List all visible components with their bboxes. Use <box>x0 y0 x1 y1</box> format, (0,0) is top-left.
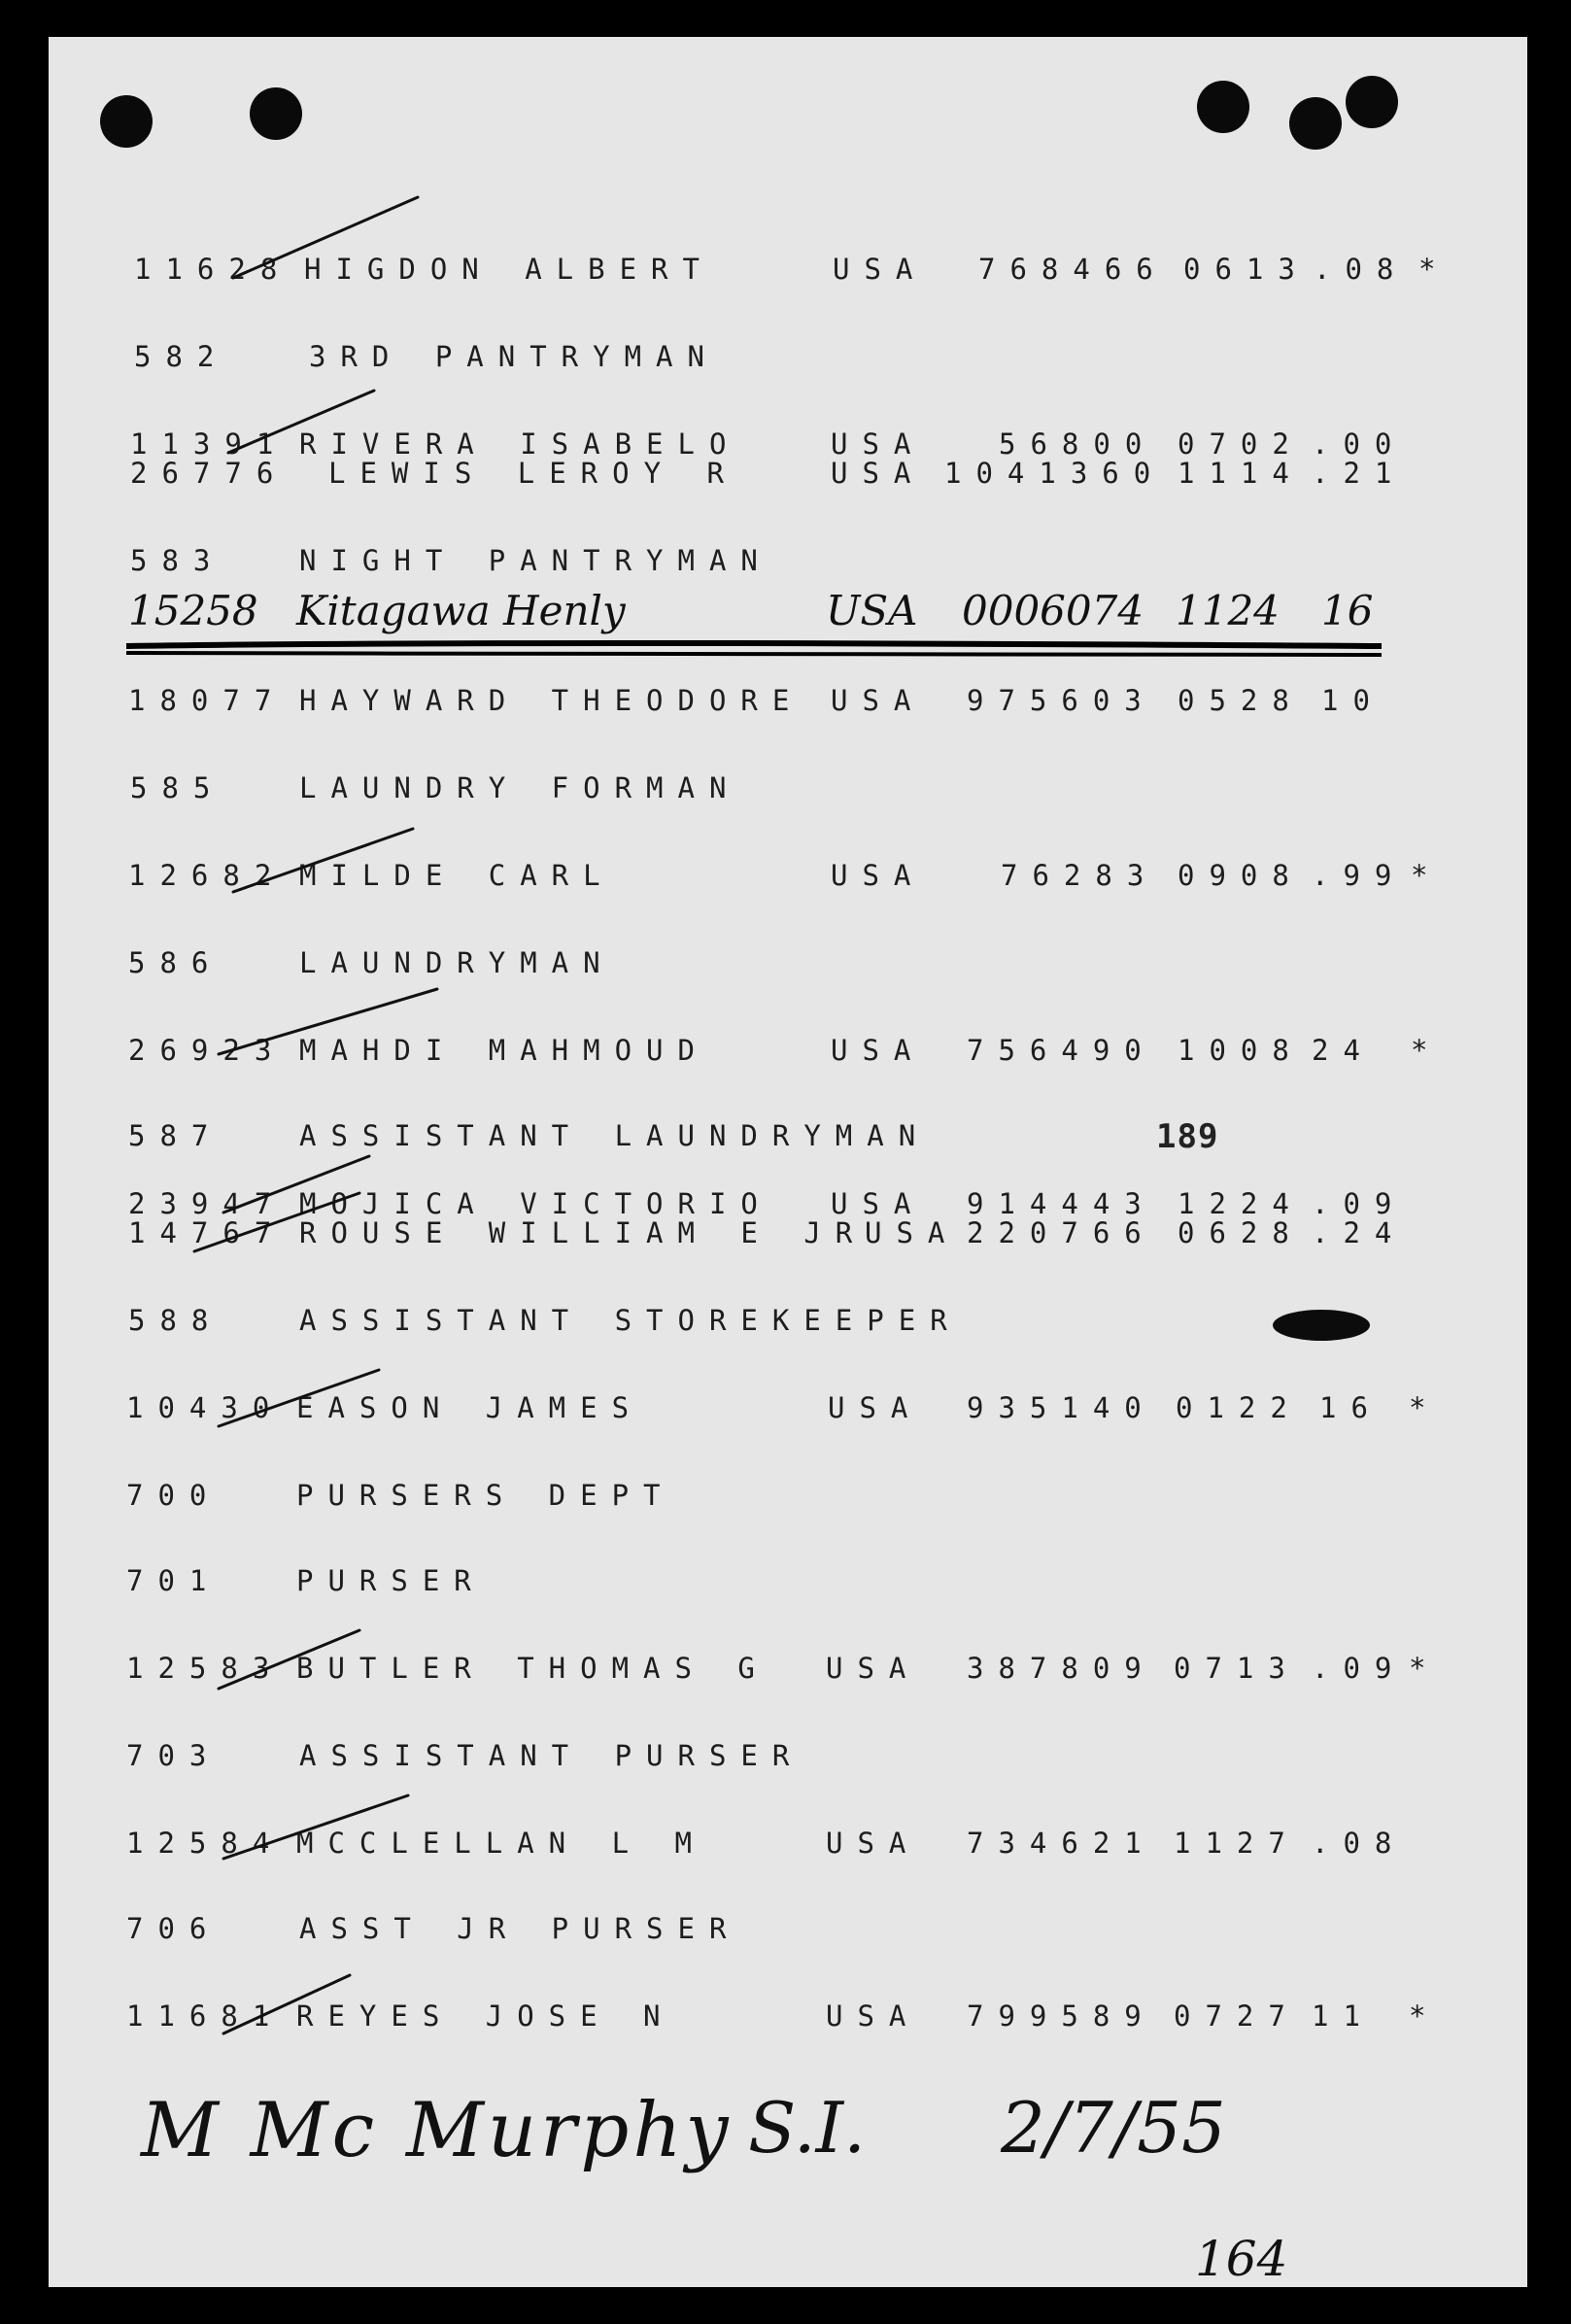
crew-name: MCCLELLAN L M <box>296 1827 706 1860</box>
section-code: 586 <box>128 946 223 979</box>
strike-through-line <box>126 643 1382 646</box>
crew-date: 0702 <box>1178 427 1304 461</box>
crew-book-number: 756490 <box>967 1034 1156 1067</box>
section-code: 585 <box>130 771 225 804</box>
section-code: 706 <box>126 1912 222 1945</box>
crew-date: 1224 <box>1178 1187 1304 1220</box>
crew-book-number: 935140 <box>967 1391 1156 1424</box>
section-code: 700 <box>126 1479 222 1512</box>
crew-extra: .09 <box>1312 1187 1407 1220</box>
crew-number: 14767 <box>128 1216 287 1249</box>
crew-number: 18077 <box>128 684 287 717</box>
document-page <box>49 37 1527 2287</box>
crew-nationality: USA <box>828 1391 923 1424</box>
asterisk-mark: * <box>1409 1391 1441 1424</box>
crew-book-number: 975603 <box>967 684 1156 717</box>
tick-mark <box>228 391 374 453</box>
crew-name: LEWIS LEROY R <box>328 457 738 490</box>
section-title: ASST JR PURSER <box>299 1912 741 1945</box>
asterisk-mark: * <box>1409 1999 1441 2033</box>
tick-mark <box>219 1630 359 1689</box>
crew-nationality: USA <box>865 1216 960 1249</box>
crew-date: 0528 <box>1178 684 1304 717</box>
handwritten-date: 1124 <box>1176 587 1280 634</box>
crew-name: REYES JOSE N <box>296 1999 675 2033</box>
pen-marks <box>49 37 1527 2287</box>
crew-book-number: 799589 <box>967 1999 1156 2033</box>
handwritten-crew-name: Kitagawa Henly <box>296 587 626 634</box>
section-title: ASSISTANT STOREKEEPER <box>299 1304 962 1337</box>
crew-number: 11628 <box>134 253 292 286</box>
asterisk-mark: * <box>1411 859 1443 892</box>
crew-number: 11391 <box>130 427 289 461</box>
crew-number: 12583 <box>126 1652 285 1685</box>
crew-extra: .00 <box>1312 427 1407 461</box>
crew-book-number: 1041360 <box>944 457 1166 490</box>
handwritten-extra: 16 <box>1321 587 1374 634</box>
signature-initials: S.I. <box>748 2087 866 2169</box>
crew-date: 0628 <box>1178 1216 1304 1249</box>
crew-name: HAYWARD THEODORE <box>299 684 804 717</box>
crew-book-number: 768466 <box>978 253 1168 286</box>
crew-name: MAHDI MAHMOUD <box>299 1034 709 1067</box>
asterisk-mark: * <box>1411 1034 1443 1067</box>
tick-mark <box>233 197 418 278</box>
section-code: 701 <box>126 1564 222 1597</box>
crew-extra: .08 <box>1314 253 1409 286</box>
signature-date: 2/7/55 <box>1001 2087 1226 2169</box>
crew-book-number: 387809 <box>967 1652 1156 1685</box>
crew-number: 12682 <box>128 859 287 892</box>
crew-extra: 11 <box>1312 1999 1375 2033</box>
asterisk-mark: * <box>1418 253 1451 286</box>
crew-name: HIGDON ALBERT <box>304 253 714 286</box>
section-title: 3RD PANTRYMAN <box>309 340 719 373</box>
handwritten-crew-number: 15258 <box>128 587 258 634</box>
tick-mark <box>219 989 437 1054</box>
crew-date: 0908 <box>1178 859 1304 892</box>
crew-book-number: 56800 <box>999 427 1157 461</box>
crew-name: MOJICA VICTORIO <box>299 1187 772 1220</box>
section-code: 583 <box>130 544 225 577</box>
tick-mark <box>223 1975 350 2034</box>
crew-number: 26923 <box>128 1034 287 1067</box>
tick-mark <box>223 1795 408 1859</box>
crew-date: 0122 <box>1176 1391 1302 1424</box>
section-title: ASSISTANT PURSER <box>299 1739 804 1772</box>
section-title: LAUNDRY FORMAN <box>299 771 741 804</box>
crew-name: BUTLER THOMAS G <box>296 1652 769 1685</box>
section-code: 703 <box>126 1739 222 1772</box>
crew-book-number: 220766 <box>967 1216 1156 1249</box>
crew-name: ROUSE WILLIAM E JR <box>299 1216 868 1249</box>
section-code: 587 <box>128 1119 223 1152</box>
crew-extra: .09 <box>1312 1652 1407 1685</box>
crew-number: 11681 <box>126 1999 285 2033</box>
crew-nationality: USA <box>831 684 926 717</box>
crew-extra: .99 <box>1312 859 1407 892</box>
crew-nationality: USA <box>826 1652 921 1685</box>
tick-mark <box>219 1370 379 1426</box>
crew-nationality: USA <box>826 1999 921 2033</box>
crew-number: 10430 <box>126 1391 285 1424</box>
crew-nationality: USA <box>826 1827 921 1860</box>
ink-blot <box>1273 1310 1370 1341</box>
page-number: 164 <box>1195 2231 1288 2287</box>
crew-name: MILDE CARL <box>299 859 615 892</box>
section-code: 582 <box>134 340 229 373</box>
crew-nationality: USA <box>831 427 926 461</box>
crew-nationality: USA <box>831 1034 926 1067</box>
section-title: ASSISTANT LAUNDRYMAN <box>299 1119 931 1152</box>
stamped-number: 189 <box>1156 1117 1219 1156</box>
crew-date: 0713 <box>1174 1652 1300 1685</box>
section-title: NIGHT PANTRYMAN <box>299 544 772 577</box>
crew-extra: 24 <box>1312 1034 1375 1067</box>
tick-mark <box>223 1156 369 1213</box>
crew-nationality: USA <box>833 253 928 286</box>
tick-mark <box>233 829 413 892</box>
crew-book-number: 734621 <box>967 1827 1156 1860</box>
crew-extra: .24 <box>1312 1216 1407 1249</box>
strike-through-line <box>126 653 1382 655</box>
crew-extra: .08 <box>1312 1827 1407 1860</box>
crew-date: 1127 <box>1174 1827 1300 1860</box>
asterisk-mark: * <box>1409 1652 1441 1685</box>
crew-nationality: USA <box>831 457 926 490</box>
section-title: LAUNDRYMAN <box>299 946 615 979</box>
section-title: PURSER <box>296 1564 486 1597</box>
crew-number: 12584 <box>126 1827 285 1860</box>
crew-extra: .21 <box>1312 457 1407 490</box>
crew-date: 1008 <box>1178 1034 1304 1067</box>
crew-extra: 10 <box>1321 684 1384 717</box>
crew-date: 1114 <box>1178 457 1304 490</box>
handwritten-book-number: 0006074 <box>962 587 1144 634</box>
crew-name: RIVERA ISABELO <box>299 427 741 461</box>
crew-book-number: 914443 <box>967 1187 1156 1220</box>
handwritten-nationality: USA <box>826 587 918 634</box>
crew-nationality: USA <box>831 1187 926 1220</box>
crew-extra: 16 <box>1319 1391 1383 1424</box>
tick-mark <box>194 1193 359 1251</box>
crew-number: 26776 <box>130 457 289 490</box>
section-code: 588 <box>128 1304 223 1337</box>
crew-book-number: 76283 <box>1001 859 1159 892</box>
crew-number: 23947 <box>128 1187 287 1220</box>
signature: M Mc Murphy <box>141 2087 733 2174</box>
crew-name: EASON JAMES <box>296 1391 644 1424</box>
crew-date: 0613 <box>1183 253 1310 286</box>
section-title: PURSERS DEPT <box>296 1479 675 1512</box>
crew-date: 0727 <box>1174 1999 1300 2033</box>
crew-nationality: USA <box>831 859 926 892</box>
